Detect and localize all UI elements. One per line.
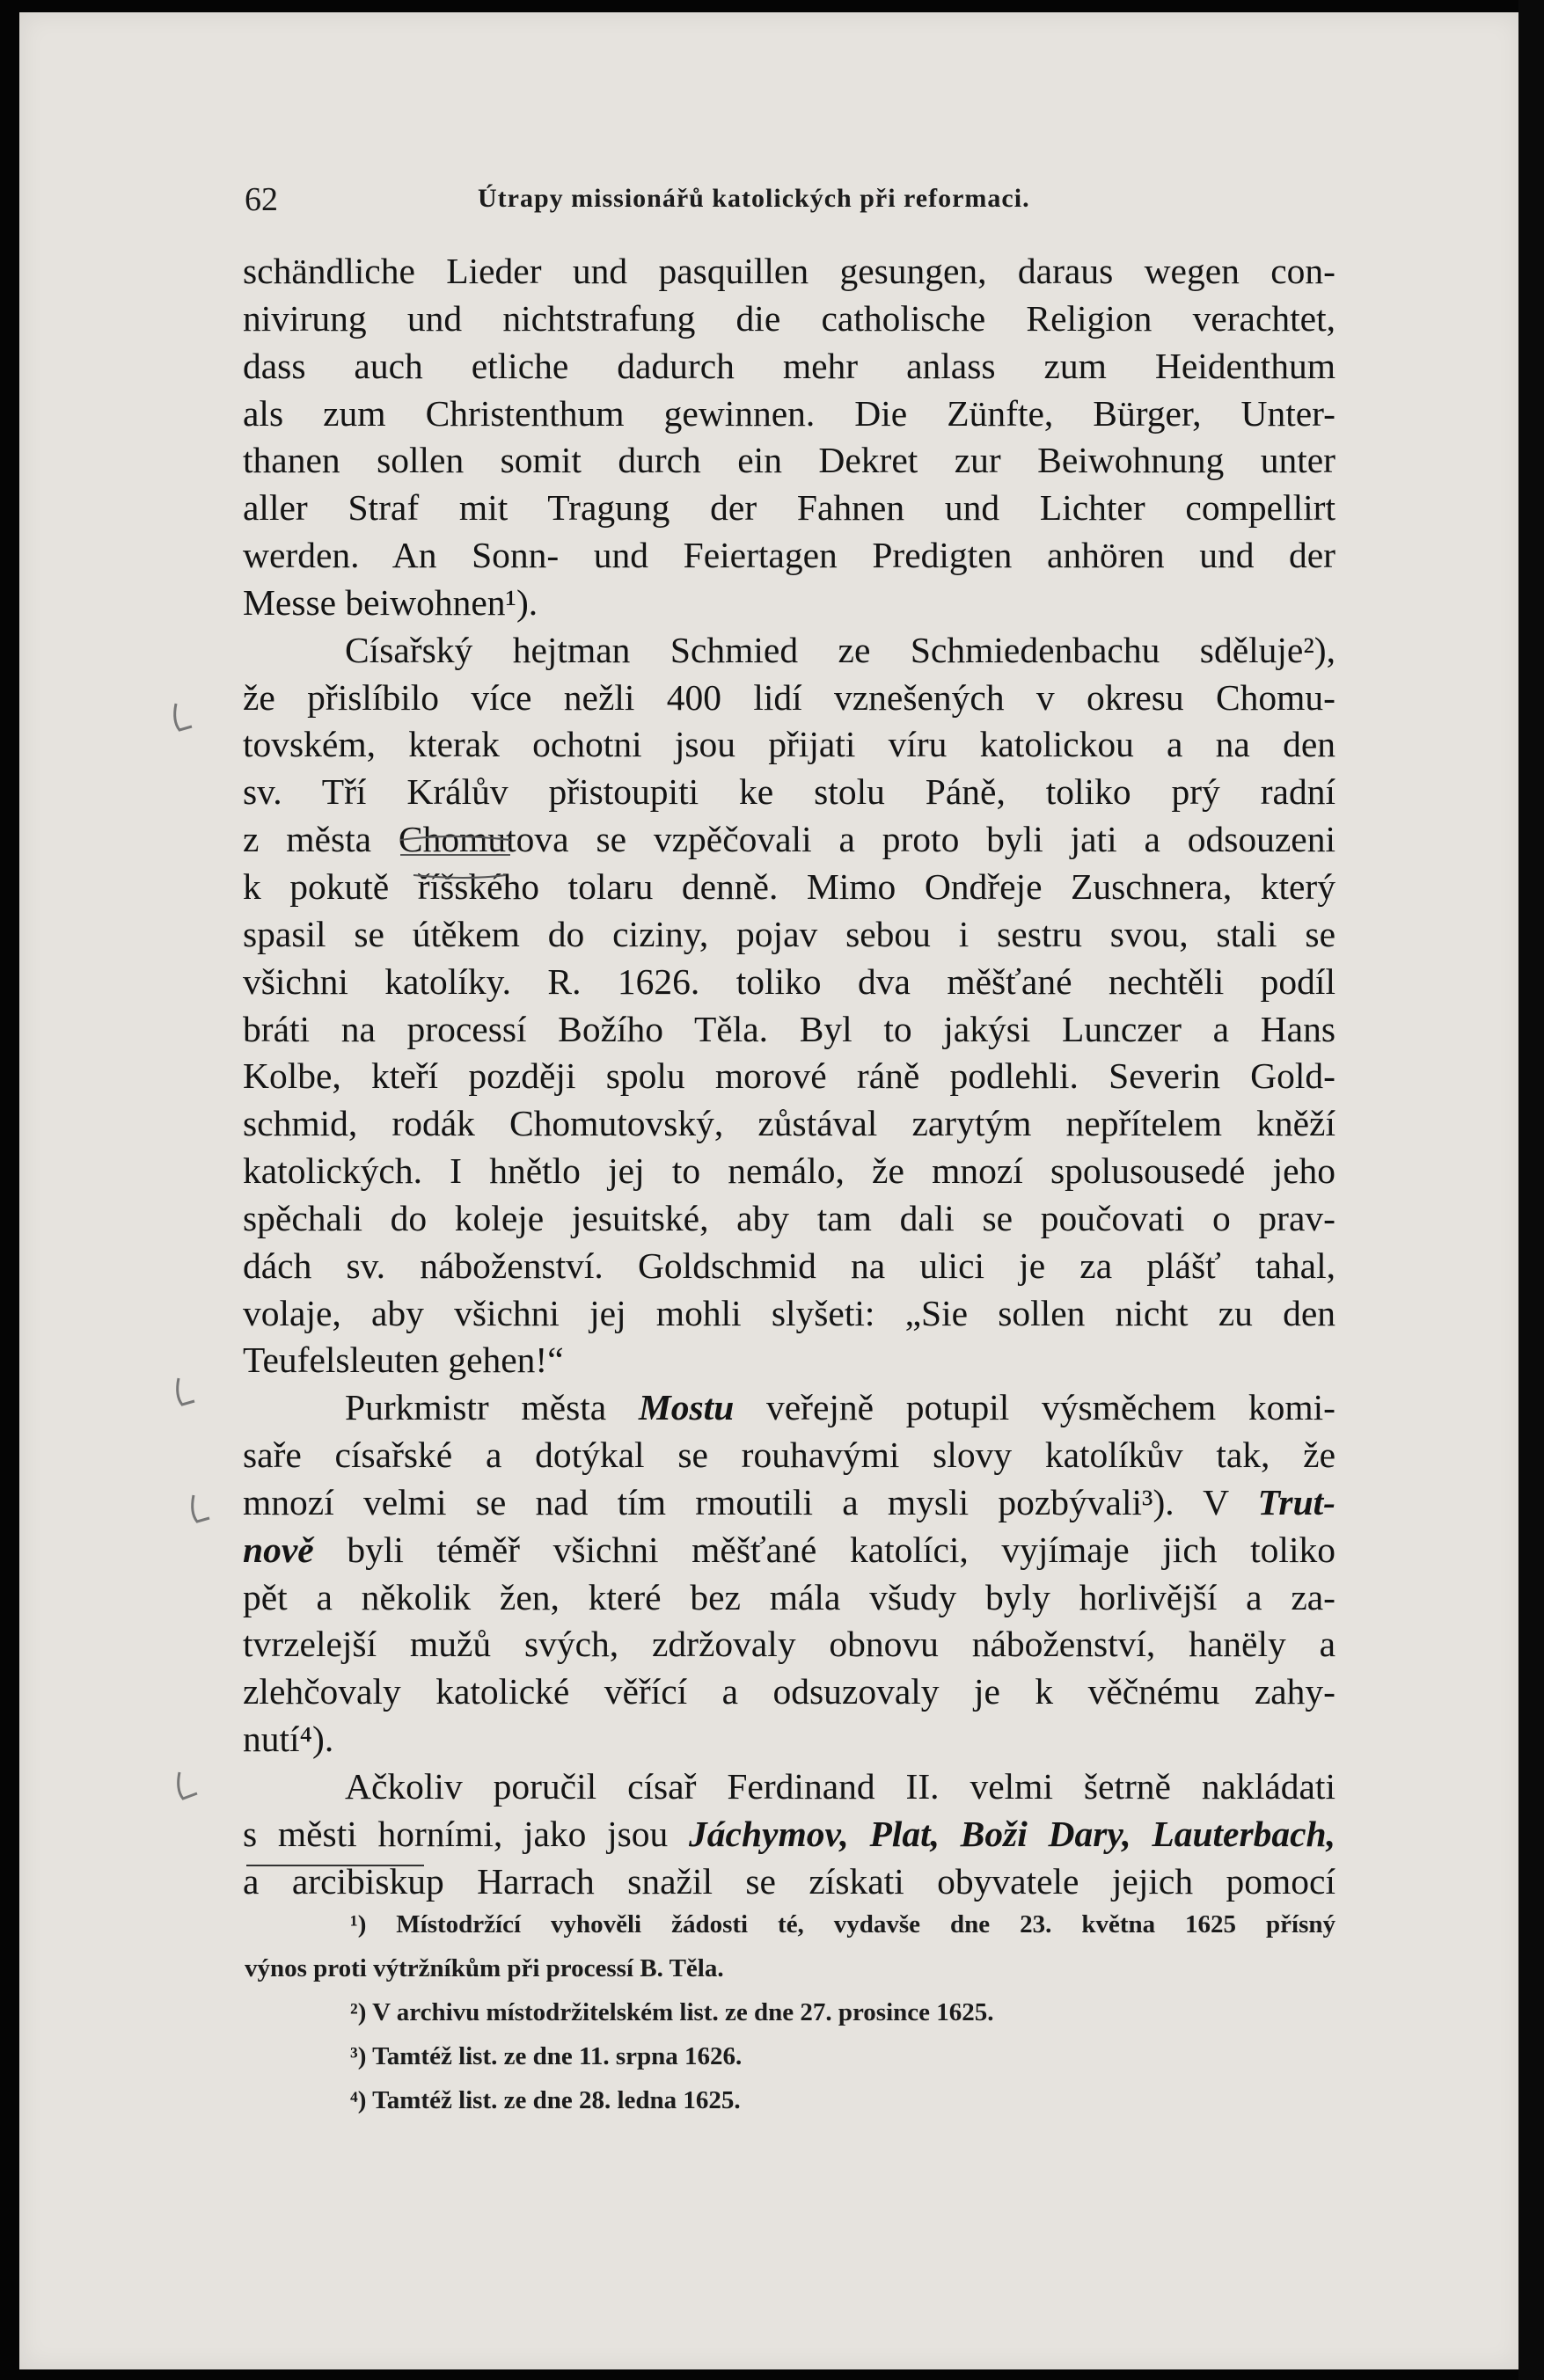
page-number: 62 [245, 181, 278, 218]
text-line: volaje, aby všichni jej mohli slyšeti: „Sie sollen nicht zu den [243, 1292, 1335, 1333]
text-run: veřejně potupil výsměchem komi- [765, 1387, 1336, 1428]
footnote-line: ⁴) Tamtéž list. ze dne 28. ledna 1625. [350, 2086, 741, 2114]
pencil-mark [193, 1495, 209, 1522]
text-line: nutí⁴). [243, 1719, 334, 1760]
footnote-line: ¹) Místodržící vyhověli žádosti té, vydavše dne 23. května 1625 přísný [350, 1910, 1335, 1938]
text-line: tvrzelejší mužů svých, zdržovaly obnovu náboženství, hanëly a [243, 1624, 1335, 1665]
text-line: thanen sollen somit durch ein Dekret zur Beiwohnung unter [243, 440, 1335, 481]
text-line: katolických. I hnětlo jej to nemálo, že mnozí spolusousedé jeho [243, 1150, 1335, 1192]
text-run: mnozí velmi se nad tím rmoutili a mysli pozbývali³). V [243, 1481, 1229, 1522]
text-line: aller Straf mit Tragung der Fahnen und Lichter compellirt [243, 487, 1335, 529]
footnote-line: ³) Tamtéž list. ze dne 11. srpna 1626. [350, 2042, 743, 2070]
running-title: Útrapy missionářů katolických při reformaci. [478, 184, 1030, 213]
text-line: saře císařské a dotýkal se rouhavými slovy katolíkův tak, že [243, 1435, 1335, 1476]
text-line: Císařský hejtman Schmied ze Schmiedenbachu sděluje²), [345, 629, 1335, 670]
place-name: Mostu [638, 1387, 735, 1428]
text-line: Kolbe, kteří později spolu morové ráně podlehli. Severin Gold- [243, 1055, 1335, 1097]
text-line: schmid, rodák Chomutovský, zůstával zarytým nepřítelem kněží [243, 1103, 1335, 1144]
text-line: als zum Christenthum gewinnen. Die Zünfte, Bürger, Unter- [243, 392, 1335, 434]
text-line: schändliche Lieder und pasquillen gesungen, daraus wegen con- [243, 251, 1335, 291]
place-name: Trut- [1257, 1481, 1335, 1522]
place-name: nově [243, 1529, 314, 1570]
text-line: dass auch etliche dadurch mehr anlass zum Heidenthum [243, 345, 1335, 386]
text-line: zlehčovaly katolické věřící a odsuzovaly je k věčnému zahy- [243, 1671, 1335, 1712]
text-line: bráti na processí Božího Těla. Byl to jakýsi Lunczer a Hans [243, 1008, 1335, 1049]
text-line: spasil se útěkem do ciziny, pojav sebou i sestru svou, stali se [243, 913, 1335, 954]
pencil-mark [179, 1772, 197, 1799]
text-line: sv. Tří Králův přistoupiti ke stolu Páně, toliko prý radní [243, 771, 1335, 813]
text-run: s městi horními, jako jsou [243, 1813, 669, 1854]
underline-mark [400, 836, 510, 878]
text-line: nivirung und nichtstrafung die catholische Religion verachtet, [243, 297, 1335, 339]
footnote-line: výnos proti výtržníkům při processí B. Těla. [245, 1954, 724, 1982]
text-line: Ačkoliv poručil císař Ferdinand II. velmi šetrně nakládati [345, 1766, 1335, 1807]
text-line: a arcibiskup Harrach snažil se získati obyvatele jejich pomocí [243, 1860, 1335, 1902]
pencil-mark [175, 704, 192, 730]
text-line: tovském, kterak ochotni jsou přijati víru katolickou a na den [243, 724, 1335, 765]
text-line: všichni katolíky. R. 1626. toliko dva měšťané nechtěli podíl [243, 960, 1335, 1002]
place-names: Jáchymov, Plat, Boži Dary, Lauterbach, [689, 1813, 1335, 1854]
text-line: z města Chomutova se vzpěčovali a proto byli jati a odsouzeni [243, 819, 1335, 860]
text-line: Messe beiwohnen¹). [243, 581, 538, 623]
text-line: že přislíbilo více nežli 400 lidí vznešených v okresu Chomu- [243, 676, 1335, 718]
text-line: werden. An Sonn- und Feiertagen Predigten anhören und der [243, 535, 1335, 576]
text-line: Teufelsleuten gehen!“ [243, 1340, 564, 1381]
footnote-line: ²) V archivu místodržitelském list. ze dne 27. prosince 1625. [350, 1998, 994, 2026]
text-line: dách sv. náboženství. Goldschmid na ulici je za plášť tahal, [243, 1245, 1335, 1286]
text-line: pět a několik žen, které bez mála všudy byly horlivější a za- [243, 1576, 1335, 1617]
text-run: Purkmistr města [345, 1387, 607, 1428]
pencil-mark [178, 1378, 194, 1405]
text-line: spěchali do koleje jesuitské, aby tam dali se poučovati o prav- [243, 1197, 1335, 1238]
text-line: k pokutě říšského tolaru denně. Mimo Ondřeje Zuschnera, který [243, 865, 1335, 907]
text-run: byli téměř všichni měšťané katolíci, vyjímaje jich toliko [347, 1529, 1335, 1570]
